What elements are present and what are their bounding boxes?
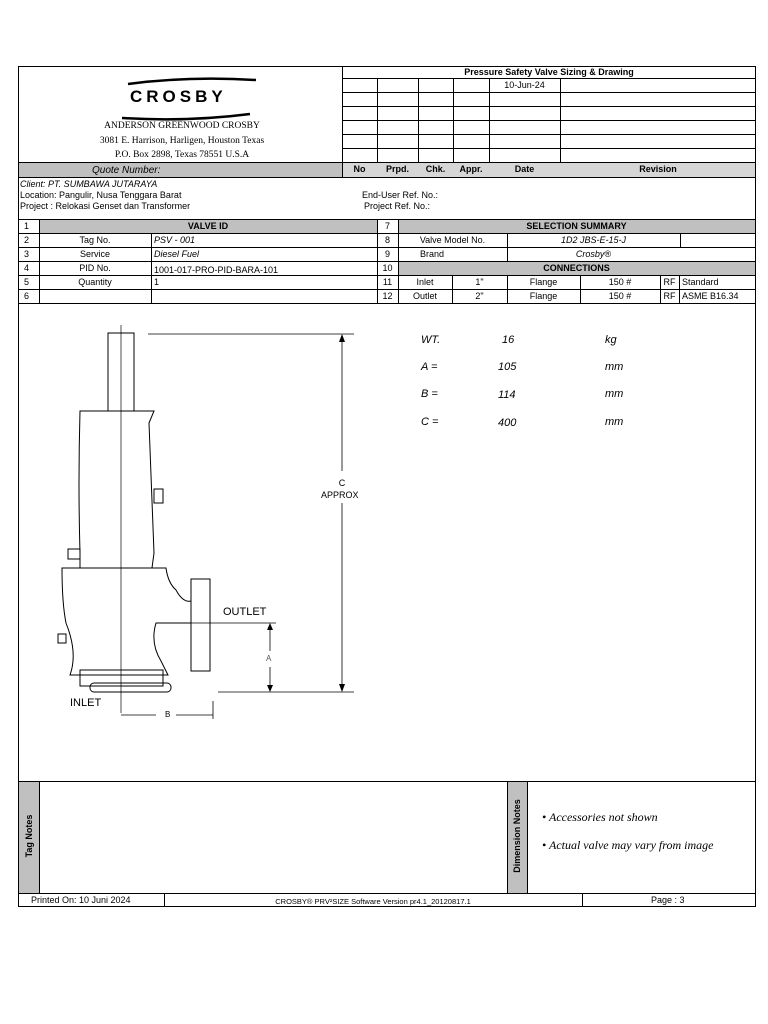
company-address-2: P.O. Box 2898, Texas 78551 U.S.A <box>114 150 250 160</box>
quote-number-label: Quote Number: <box>92 165 161 176</box>
col-prpd: Prpd. <box>385 164 409 174</box>
selection-no: 7 <box>384 221 390 231</box>
logo-text: CROSBY <box>130 87 227 106</box>
note-item: • Actual valve may vary from image <box>542 838 714 852</box>
dim-c-approx: APPROX <box>321 490 359 500</box>
page-number: Page : 3 <box>651 895 685 905</box>
outlet-label: OUTLET <box>223 606 267 618</box>
col-chk: Chk. <box>425 164 446 174</box>
client-project: Project : Relokasi Genset dan Transformer <box>20 201 191 211</box>
pid-no-value: 1001-017-PRO-PID-BARA-101 <box>154 265 279 275</box>
col-date: Date <box>514 164 535 174</box>
valve-drawing <box>18 303 756 781</box>
tag-no-value: PSV - 001 <box>154 235 196 245</box>
valve-model-value: 1D2 JBS-E-15-J <box>560 235 627 245</box>
valve-id-no: 1 <box>24 221 30 231</box>
dim-c-label: C <box>338 478 346 488</box>
note-item: • Accessories not shown <box>542 810 658 824</box>
software-version: CROSBY® PRV²SIZE Software Version pr4.1_20120817.1 <box>275 897 471 906</box>
col-appr: Appr. <box>459 164 483 174</box>
company-address-1: 3081 E. Harrison, Harligen, Houston Texas <box>99 136 265 146</box>
end-user-ref: End-User Ref. No.: <box>362 190 439 200</box>
inlet-label: INLET <box>70 697 102 709</box>
company-name: ANDERSON GREENWOOD CROSBY <box>104 121 260 131</box>
service-value: Diesel Fuel <box>154 249 200 259</box>
client-name: Client: PT. SUMBAWA JUTARAYA <box>20 179 158 189</box>
dim-b-label: B <box>165 710 171 719</box>
quantity-value: 1 <box>154 277 160 287</box>
tag-notes-label: Tag Notes <box>24 814 34 858</box>
sheet-title: Pressure Safety Valve Sizing & Drawing <box>464 67 634 77</box>
brand-value: Crosby® <box>575 249 612 259</box>
sheet-date: 10-Jun-24 <box>504 80 545 90</box>
valve-id-header: VALVE ID <box>187 221 229 231</box>
project-ref: Project Ref. No.: <box>364 201 431 211</box>
selection-summary-header: SELECTION SUMMARY <box>526 221 627 231</box>
dimension-notes-label: Dimension Notes <box>512 799 522 873</box>
connections-header: CONNECTIONS <box>543 263 610 273</box>
printed-on: Printed On: 10 Juni 2024 <box>31 895 131 905</box>
col-no: No <box>353 164 366 174</box>
col-revision: Revision <box>639 164 677 174</box>
dim-a-label: A <box>266 654 272 663</box>
client-location: Location: Pangulir, Nusa Tenggara Barat <box>20 190 182 200</box>
